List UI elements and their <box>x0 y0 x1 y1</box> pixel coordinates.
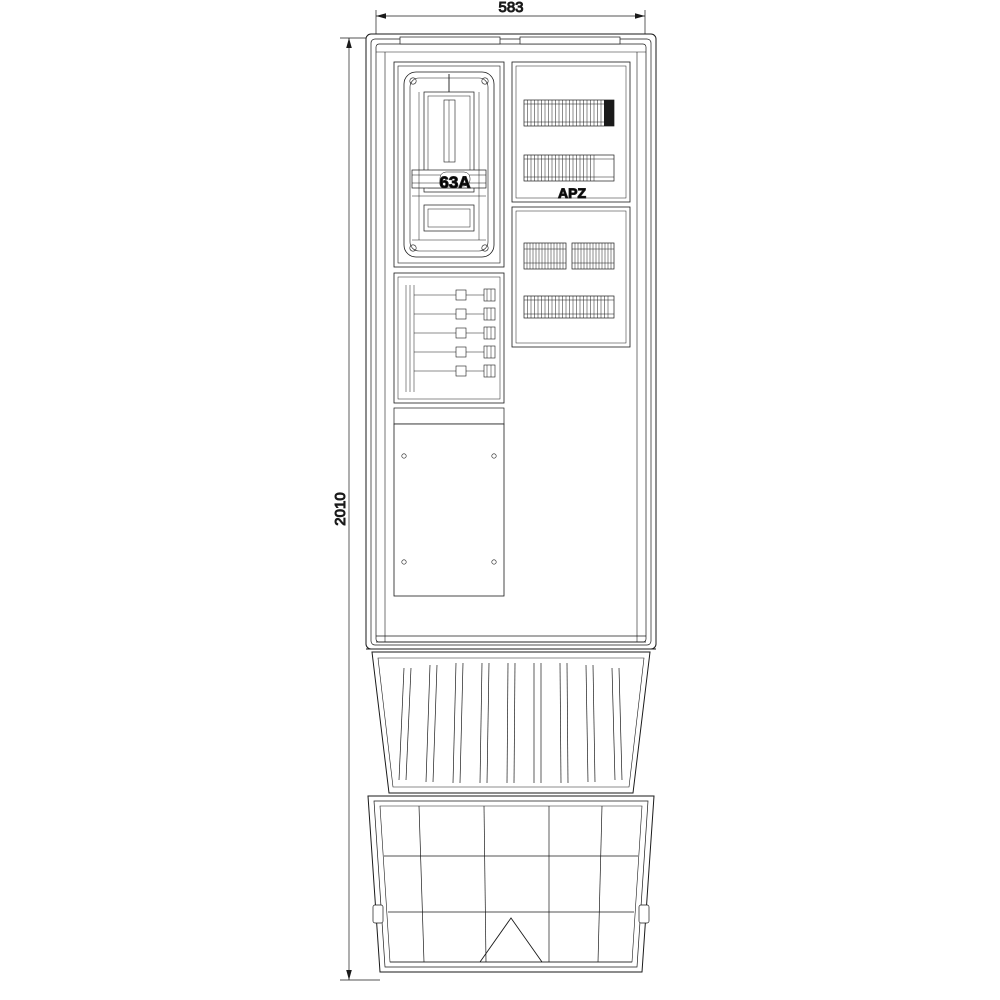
label-apz: APZ <box>558 185 586 201</box>
wiring-compartment <box>394 273 504 403</box>
louvered-ventilation-base <box>372 652 650 793</box>
dimension-width-label: 583 <box>498 0 524 16</box>
blank-cover-plate <box>394 408 504 596</box>
label-main-breaker: 63A <box>439 173 471 192</box>
meter-mounting-frame <box>394 62 504 267</box>
apz-lower-compartment <box>512 207 630 347</box>
terminal-block-row <box>524 296 614 318</box>
din-rail-row <box>524 100 614 126</box>
apz-terminal-compartment <box>512 62 630 202</box>
din-rail-row <box>524 155 614 181</box>
cabinet-base-socket <box>368 796 654 972</box>
dimension-height-label: 2010 <box>332 492 349 526</box>
